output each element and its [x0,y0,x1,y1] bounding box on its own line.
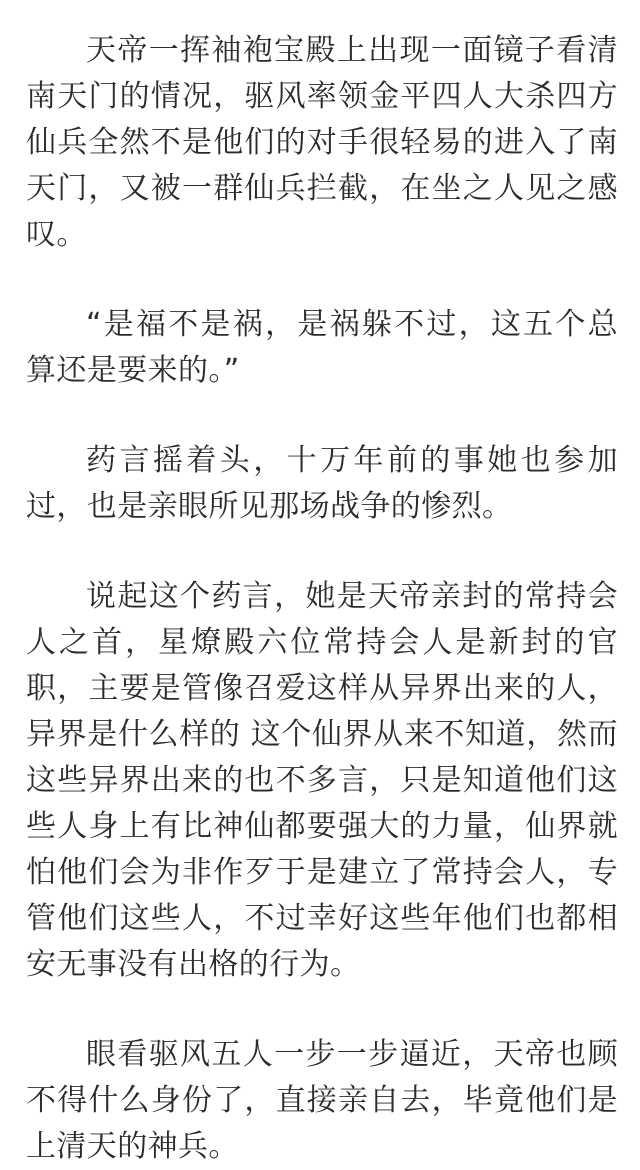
paragraph-2-quote: “是福不是祸，是祸躲不过，这五个总算还是要来的。” [26,307,618,388]
paragraph-4: 说起这个药言，她是天帝亲封的常持会人之首，星燎殿六位常持会人是新封的官职，主要是管像召爱这样从异界出来的人，异界是什么样的 这个仙界从来不知道，然而这些异界出来的也不多言，只是知道他们这些人身上有比神仙都要强大的力量，仙界就怕他们会为非作歹于是建立了常持会人，专管他们这些人，不过幸好这些年他们也都相安无事没有出格的行为。 [26,579,618,982]
paragraph-5: 眼看驱风五人一步一步逼近，天帝也顾不得什么身份了，直接亲自去，毕竟他们是上清天的神兵。 [26,1037,618,1164]
article-body [26,28,618,1170]
paragraph-1: 天帝一挥袖袍宝殿上出现一面镜子看清南天门的情况，驱风率领金平四人大杀四方仙兵全然不是他们的对手很轻易的进入了南天门，又被一群仙兵拦截，在坐之人见之感叹。 [26,33,618,252]
paragraph-3: 药言摇着头，十万年前的事她也参加过，也是亲眼所见那场战争的惨烈。 [26,443,618,524]
